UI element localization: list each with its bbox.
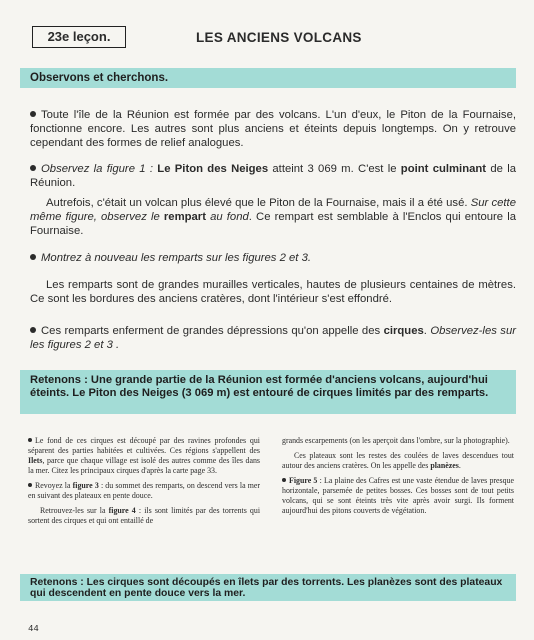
right-paragraph-planezes: Ces plateaux sont les restes des coulées de laves descendues tout autour des anciens cratères. On les appelle des planèzes. bbox=[282, 451, 514, 470]
lesson-number-box bbox=[32, 26, 126, 48]
lesson-number: 23e leçon. bbox=[47, 29, 111, 44]
bullet-icon bbox=[30, 165, 36, 171]
paragraph-intro: Toute l'île de la Réunion est formée par des volcans. L'un d'eux, le Piton de la Fournaise, fonctionne encore. Les autres sont plus anciens et éteints depuis longtemps. On y retrouve cependant des formes de relief analogues. bbox=[30, 109, 516, 149]
left-paragraph-ilets: Le fond de ces cirques est découpé par des ravines profondes qui séparent des parties habitées et cultivées. Ces régions s'appellent des Ilets, parce que chaque village est isolé des autres comme des îles dans la mer. Citez les principaux cirques d'après la carte page 33. bbox=[28, 436, 260, 475]
bullet-icon bbox=[30, 111, 36, 117]
bullet-icon bbox=[28, 483, 32, 487]
observe-heading: Observons et cherchons. bbox=[20, 68, 516, 88]
retenons-box-1: Retenons : Une grande partie de la Réunion est formée d'anciens volcans, aujourd'hui éteints. Le Piton des Neiges (3 069 m) est entouré de cirques limités par des remparts. bbox=[20, 370, 516, 414]
left-paragraph-figure4: Retrouvez-les sur la figure 4 : ils sont limités par des torrents qui sortent des cirques et qui ont entaillé de bbox=[28, 506, 261, 525]
right-paragraph-escarpements: grands escarpements (on les aperçoit dans l'ombre, sur la photographie). bbox=[282, 436, 510, 445]
bullet-icon bbox=[30, 254, 36, 260]
right-column bbox=[282, 436, 514, 516]
bullet-icon bbox=[28, 438, 32, 442]
left-paragraph-figure3: Revoyez la figure 3 : du sommet des remparts, on descend vers la mer en suivant des plateaux en pente douce. bbox=[28, 481, 261, 500]
page-number: 44 bbox=[28, 624, 39, 634]
bullet-icon bbox=[30, 327, 36, 333]
right-paragraph-figure5: Figure 5 : La plaine des Cafres est une vaste étendue de laves presque horizontale, parsemée de petites bosses. Ces bosses sont de tout petits volcans, qui se sont éteints très vite après avoir surgi. Ils forment aujourd'hui des pitons couverts de végétation. bbox=[282, 476, 514, 515]
left-column bbox=[28, 436, 260, 526]
paragraph-montrez: Montrez à nouveau les remparts sur les figures 2 et 3. bbox=[30, 251, 516, 265]
paragraph-cirques: Ces remparts enferment de grandes dépressions qu'on appelle des cirques. Observez-les sur les figures 2 et 3 . bbox=[30, 325, 516, 351]
page-title: LES ANCIENS VOLCANS bbox=[196, 30, 362, 45]
paragraph-piton-neiges: Observez la figure 1 : Le Piton des Neiges atteint 3 069 m. C'est le point culminant de la Réunion. bbox=[30, 163, 516, 189]
paragraph-autrefois: Autrefois, c'était un volcan plus élevé que le Piton de la Fournaise, mais il a été usé. Sur cette même figure, observez le rempart au fond. Ce rempart est semblable à l'Enclos qui entoure la Fournaise. bbox=[30, 197, 516, 237]
bullet-icon bbox=[282, 478, 286, 482]
retenons-box-2: Retenons : Les cirques sont découpés en îlets par des torrents. Les planèzes sont des plateaux qui descendent en pente douce vers la mer. bbox=[20, 574, 516, 601]
paragraph-remparts: Les remparts sont de grandes murailles verticales, hautes de plusieurs centaines de mètres. Ce sont les bordures des anciens cratères, dont l'intérieur s'est effondré. bbox=[30, 279, 516, 305]
